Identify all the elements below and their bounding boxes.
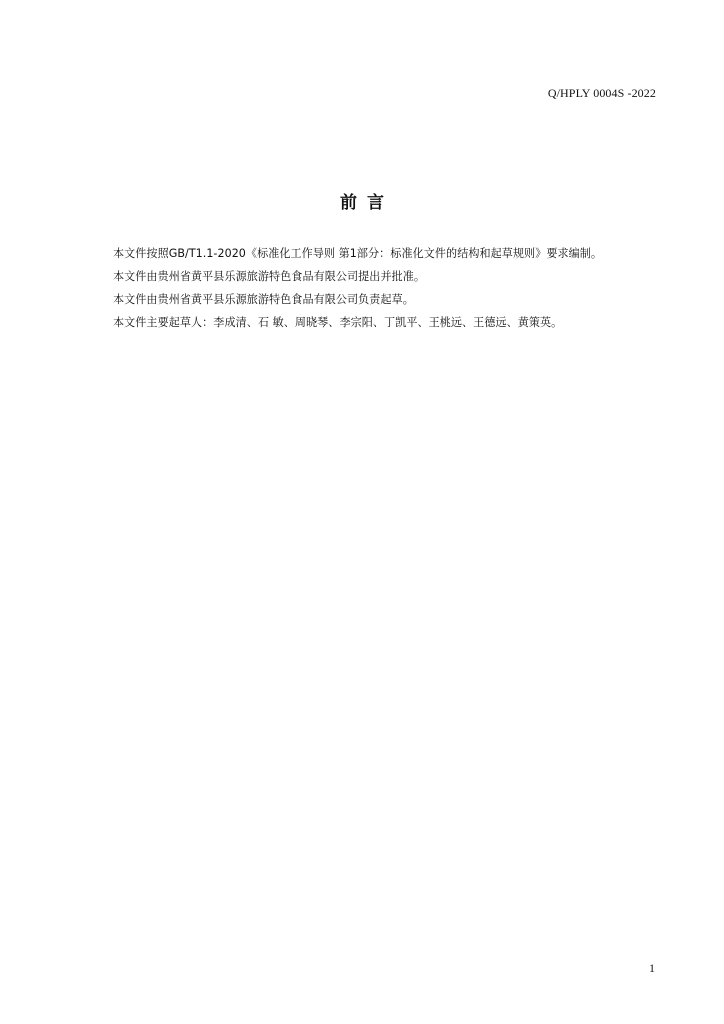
paragraph-drafting-unit: 本文件由贵州省黄平县乐源旅游特色食品有限公司负责起草。 (113, 293, 414, 306)
page-title: 前言 (340, 193, 394, 213)
paragraph-standard-basis: 本文件按照GB/T1.1-2020《标准化工作导则 第1部分：标准化文件的结构和起草规则》要求编制。 (113, 247, 603, 260)
page-number: 1 (649, 961, 655, 975)
foreword-body (113, 247, 665, 339)
paragraph-proposer: 本文件由贵州省黄平县乐源旅游特色食品有限公司提出并批准。 (113, 270, 426, 283)
document-code: Q/HPLY 0004S -2022 (547, 86, 656, 100)
paragraph-drafters: 本文件主要起草人：李成清、石 敏、周晓琴、李宗阳、丁凯平、王桃远、王德远、黄策英。 (113, 316, 563, 329)
